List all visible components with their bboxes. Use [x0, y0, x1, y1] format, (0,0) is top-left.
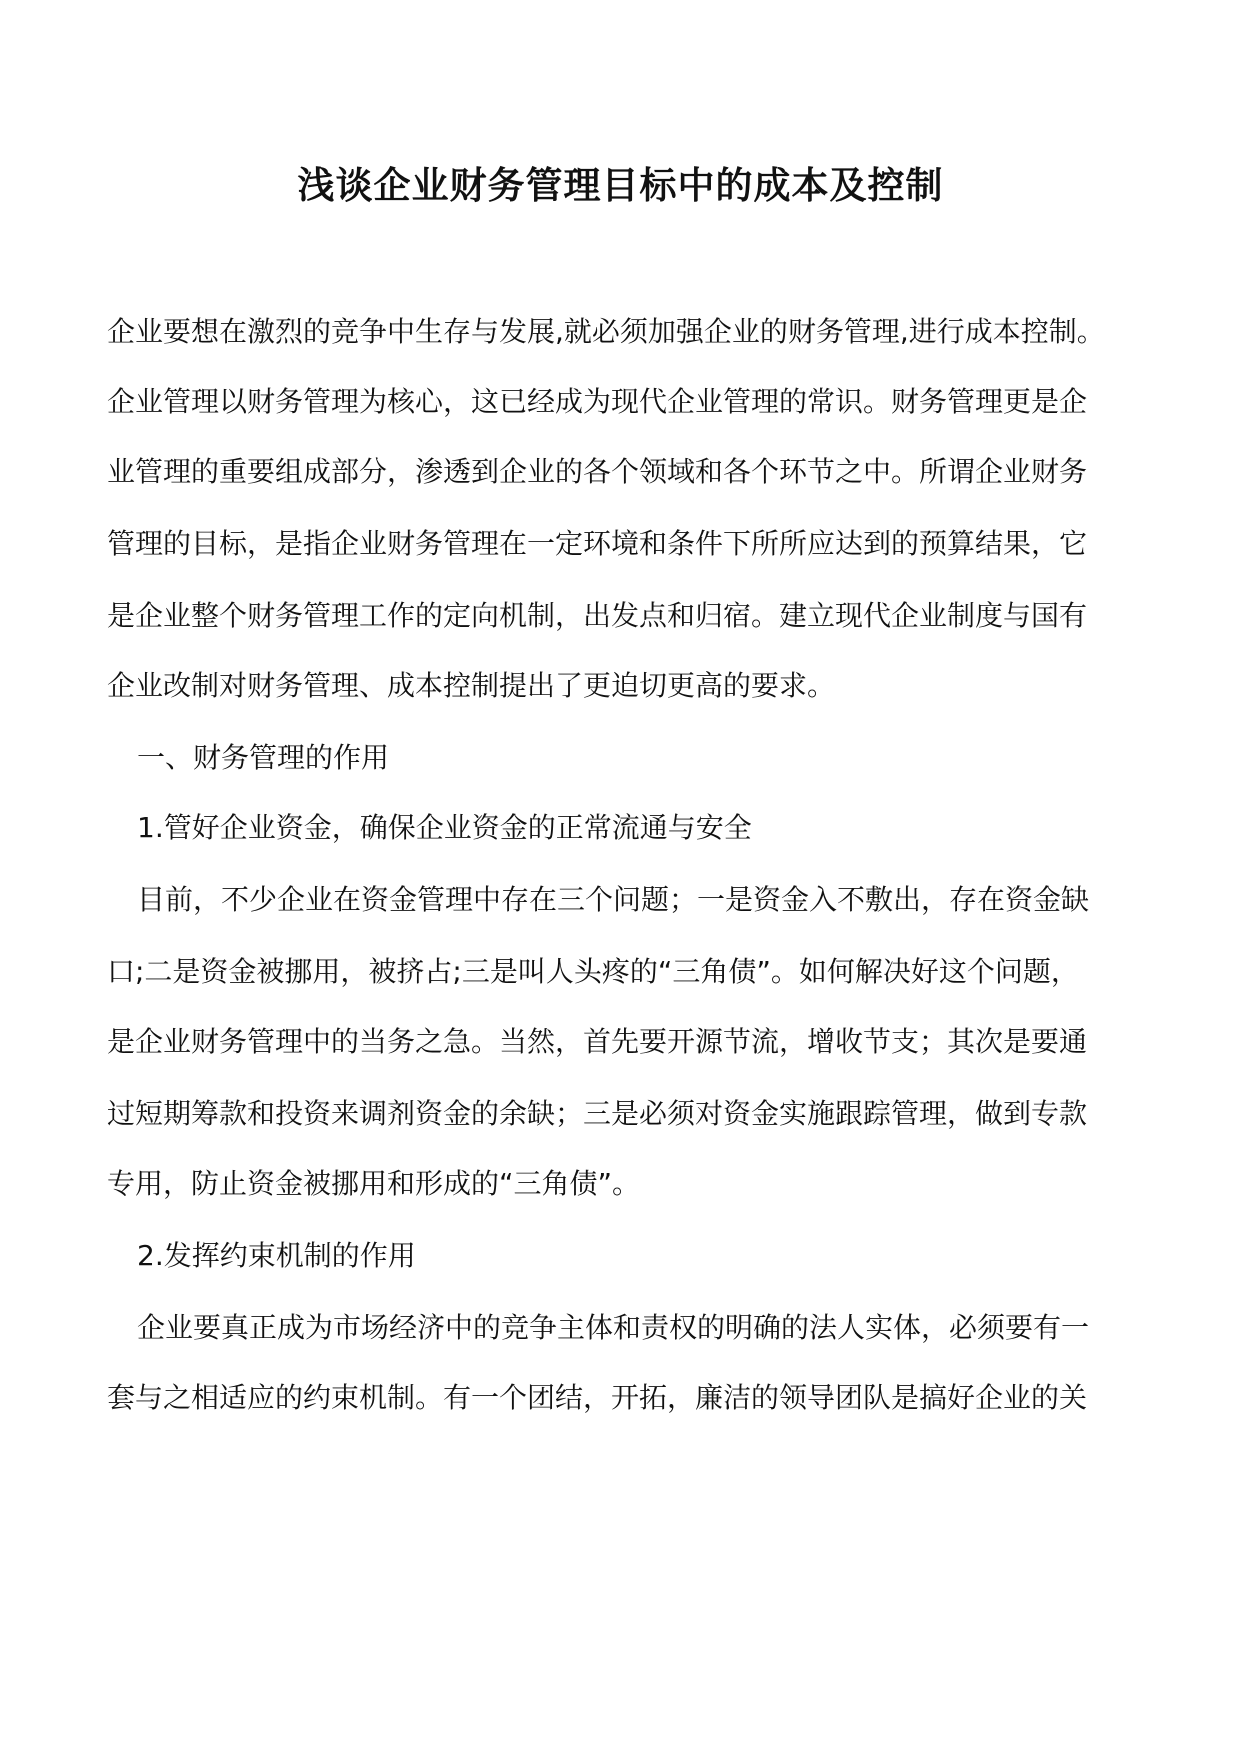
body-line: 口;二是资金被挪用，被挤占;三是叫人头疼的“三角债”。如何解决好这个问题， [107, 955, 1079, 988]
body-line: 企业管理以财务管理为核心，这已经成为现代企业管理的常识。财务管理更是企 [107, 385, 1088, 418]
body-line: 管理的目标，是指企业财务管理在一定环境和条件下所所应达到的预算结果，它 [107, 527, 1088, 560]
body-line: 业管理的重要组成部分，渗透到企业的各个领域和各个环节之中。所谓企业财务 [107, 455, 1088, 488]
subsection-heading: 1.管好企业资金，确保企业资金的正常流通与安全 [137, 811, 752, 844]
section-heading: 一、财务管理的作用 [137, 741, 390, 774]
body-line: 是企业整个财务管理工作的定向机制，出发点和归宿。建立现代企业制度与国有 [107, 599, 1088, 632]
body-line: 过短期筹款和投资来调剂资金的余缺；三是必须对资金实施跟踪管理，做到专款 [107, 1097, 1088, 1130]
body-line: 是企业财务管理中的当务之急。当然，首先要开源节流，增收节支；其次是要通 [107, 1025, 1088, 1058]
document-title: 浅谈企业财务管理目标中的成本及控制 [297, 164, 944, 207]
body-line: 套与之相适应的约束机制。有一个团结，开拓，廉洁的领导团队是搞好企业的关 [107, 1381, 1088, 1414]
body-line: 目前，不少企业在资金管理中存在三个问题；一是资金入不敷出，存在资金缺 [137, 883, 1090, 916]
body-line: 企业改制对财务管理、成本控制提出了更迫切更高的要求。 [107, 669, 836, 702]
body-line: 企业要真正成为市场经济中的竞争主体和责权的明确的法人实体，必须要有一 [137, 1311, 1090, 1344]
body-line: 企业要想在激烈的竞争中生存与发展,就必须加强企业的财务管理,进行成本控制。 [107, 315, 1105, 348]
subsection-heading: 2.发挥约束机制的作用 [137, 1239, 416, 1272]
body-line: 专用，防止资金被挪用和形成的“三角债”。 [107, 1167, 641, 1200]
